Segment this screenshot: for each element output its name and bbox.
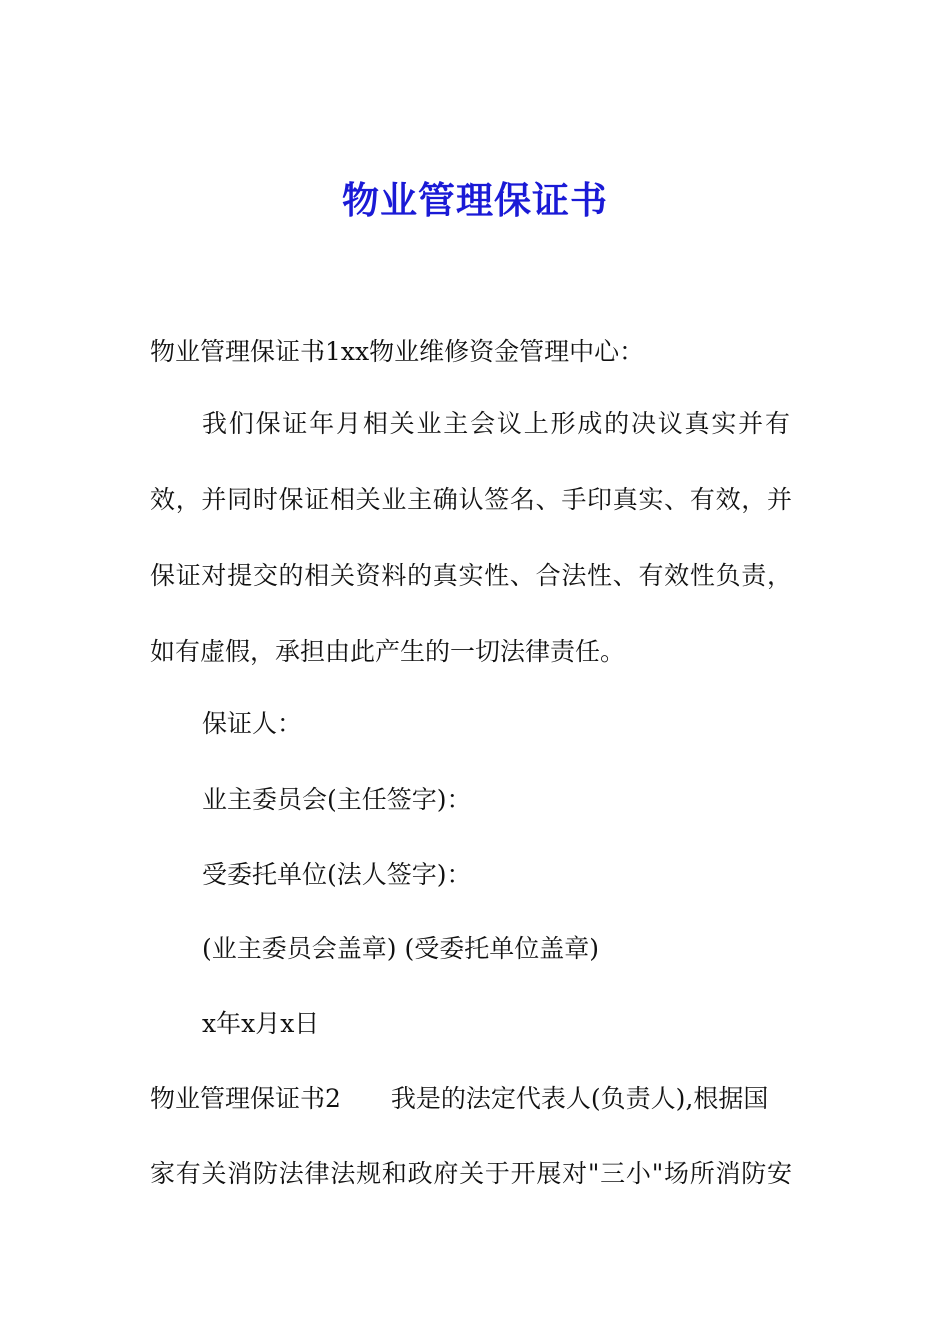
- owners-committee-signature: 业主委员会(主任签字)：: [202, 785, 472, 814]
- section2-first-line: [150, 1081, 810, 1117]
- body-line-2: 效，并同时保证相关业主确认签名、手印真实、有效，并: [150, 485, 792, 514]
- body-line-4: 如有虚假，承担由此产生的一切法律责任。: [150, 637, 626, 666]
- seal-line: (业主委员会盖章) (受委托单位盖章): [202, 934, 599, 963]
- document-title: 物业管理保证书: [342, 179, 608, 222]
- body-line-1: 我们保证年月相关业主会议上形成的决议真实并有: [202, 409, 790, 438]
- entrusted-unit-signature: 受委托单位(法人签字)：: [202, 860, 472, 889]
- date-line: x年x月x日: [202, 1009, 320, 1038]
- guarantor-label: 保证人：: [202, 709, 303, 738]
- body-line-3: 保证对提交的相关资料的真实性、合法性、有效性负责，: [150, 561, 792, 590]
- salutation-line: 物业管理保证书1xx物业维修资金管理中心：: [150, 337, 645, 366]
- section2-heading: 物业管理保证书2: [150, 1084, 341, 1113]
- section2-line-2: 家有关消防法律法规和政府关于开展对"三小"场所消防安: [150, 1159, 792, 1188]
- section2-line-1: 我是的法定代表人(负责人),根据国: [390, 1084, 769, 1113]
